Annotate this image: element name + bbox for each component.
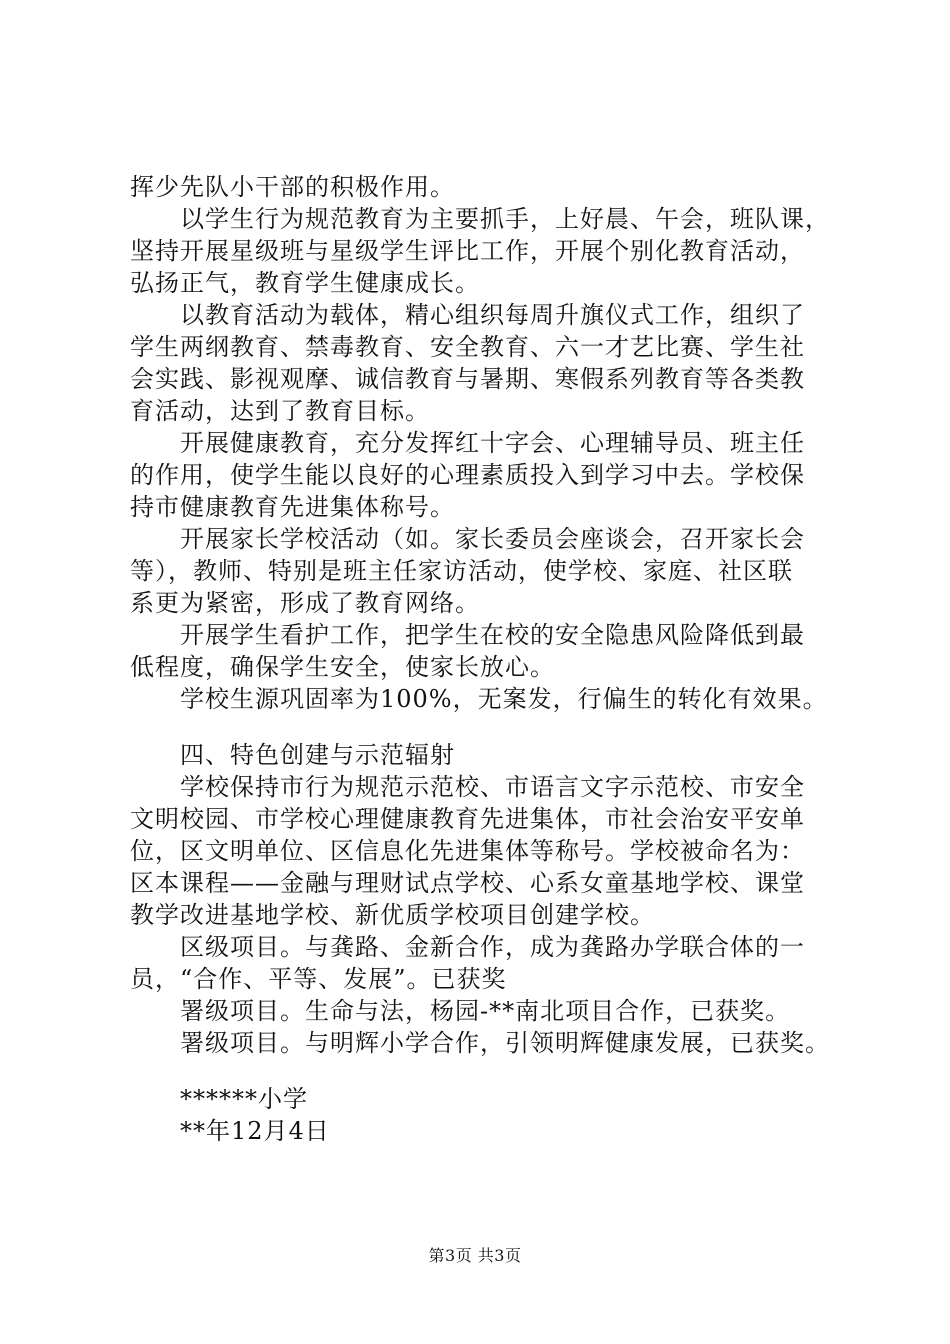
text-line: 署级项目。生命与法，杨园-**南北项目合作，已获奖。 [180, 997, 791, 1025]
text-line: 的作用，使学生能以良好的心理素质投入到学习中去。学校保 [130, 461, 805, 489]
text-line: 开展健康教育，充分发挥红十字会、心理辅导员、班主任 [180, 429, 805, 457]
text-line: 挥少先队小干部的积极作用。 [130, 173, 455, 201]
signature-date: **年12月4日 [180, 1117, 330, 1145]
text-line: 区级项目。与龚路、金新合作，成为龚路办学联合体的一 [180, 933, 805, 961]
text-line: 育活动，达到了教育目标。 [130, 397, 430, 425]
text-line: 区本课程——金融与理财试点学校、心系女童基地学校、课堂 [130, 869, 805, 897]
text-line: 位，区文明单位、区信息化先进集体等称号。学校被命名为： [130, 837, 805, 865]
text-line: 以教育活动为载体，精心组织每周升旗仪式工作，组织了 [180, 301, 805, 329]
text-line: 系更为紧密，形成了教育网络。 [130, 589, 480, 617]
section-heading: 四、特色创建与示范辐射 [180, 741, 455, 769]
text-line: 学生两纲教育、禁毒教育、安全教育、六一才艺比赛、学生社 [130, 333, 805, 361]
text-line: 等），教师、特别是班主任家访活动，使学校、家庭、社区联 [130, 557, 793, 585]
text-line: 开展家长学校活动（如。家长委员会座谈会，召开家长会 [180, 525, 805, 553]
text-line: 会实践、影视观摩、诚信教育与暑期、寒假系列教育等各类教 [130, 365, 805, 393]
text-line: 文明校园、市学校心理健康教育先进集体，市社会治安平安单 [130, 805, 805, 833]
text-line: 署级项目。与明辉小学合作，引领明辉健康发展，已获奖。 [180, 1029, 830, 1057]
text-line: 员，“合作、平等、发展”。已获奖 [130, 965, 507, 993]
text-line: 弘扬正气，教育学生健康成长。 [130, 269, 480, 297]
text-line: 持市健康教育先进集体称号。 [130, 493, 455, 521]
text-line: 坚持开展星级班与星级学生评比工作，开展个别化教育活动， [130, 237, 805, 265]
text-line: 学校保持市行为规范示范校、市语言文字示范校、市安全 [180, 773, 805, 801]
page-number-footer: 第3页 共3页 [428, 1246, 522, 1265]
text-line: 低程度，确保学生安全，使家长放心。 [130, 653, 555, 681]
signature-school: ******小学 [180, 1085, 308, 1113]
text-line: 教学改进基地学校、新优质学校项目创建学校。 [130, 901, 655, 929]
text-line: 学校生源巩固率为100%，无案发，行偏生的转化有效果。 [180, 685, 828, 713]
text-line: 开展学生看护工作，把学生在校的安全隐患风险降低到最 [180, 621, 805, 649]
text-line: 以学生行为规范教育为主要抓手，上好晨、午会，班队课， [180, 205, 830, 233]
